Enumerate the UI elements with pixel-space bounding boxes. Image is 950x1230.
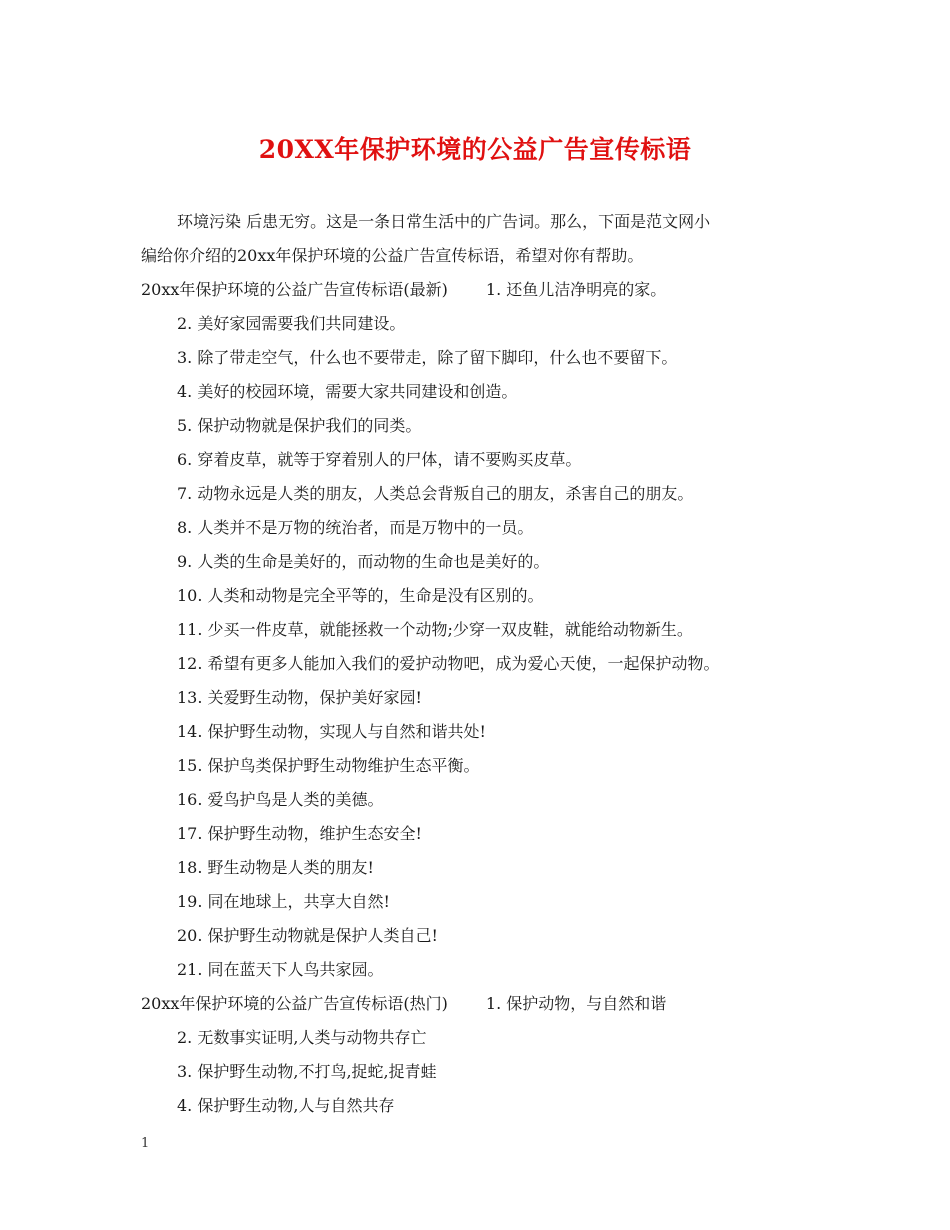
- list-item: 3. 保护野生动物,不打鸟,捉蛇,捉青蛙: [177, 1062, 437, 1081]
- list-item: 16. 爱鸟护鸟是人类的美德。: [177, 790, 384, 809]
- list-item: 4. 美好的校园环境，需要大家共同建设和创造。: [177, 382, 518, 401]
- page-number: 1: [141, 1136, 150, 1151]
- list-item: 14. 保护野生动物，实现人与自然和谐共处!: [177, 722, 486, 741]
- section-heading-latest: [141, 273, 821, 307]
- list-item: 1. 保护动物，与自然和谐: [485, 994, 667, 1013]
- list-item: 12. 希望有更多人能加入我们的爱护动物吧，成为爱心天使，一起保护动物。: [177, 654, 720, 673]
- section-heading-hot: [141, 987, 821, 1021]
- list-item: 7. 动物永远是人类的朋友，人类总会背叛自己的朋友，杀害自己的朋友。: [177, 484, 694, 503]
- list-item: 6. 穿着皮草，就等于穿着别人的尸体，请不要购买皮草。: [177, 450, 582, 469]
- list-item: 15. 保护鸟类保护野生动物维护生态平衡。: [177, 756, 480, 775]
- list-item: 11. 少买一件皮草，就能拯救一个动物;少穿一双皮鞋，就能给动物新生。: [177, 620, 693, 639]
- list-item: 18. 野生动物是人类的朋友!: [177, 858, 374, 877]
- list-item: 2. 无数事实证明,人类与动物共存亡: [177, 1028, 427, 1047]
- list-item: 3. 除了带走空气，什么也不要带走，除了留下脚印，什么也不要留下。: [177, 348, 678, 367]
- list-item: 9. 人类的生命是美好的，而动物的生命也是美好的。: [177, 552, 550, 571]
- list-item: 8. 人类并不是万物的统治者，而是万物中的一员。: [177, 518, 534, 537]
- list-item: 13. 关爱野生动物，保护美好家园!: [177, 688, 422, 707]
- list-item: 21. 同在蓝天下人鸟共家园。: [177, 960, 384, 979]
- list-item: 2. 美好家园需要我们共同建设。: [177, 314, 406, 333]
- intro-line-2: 编给你介绍的20xx年保护环境的公益广告宣传标语，希望对你有帮助。: [141, 246, 644, 265]
- intro-paragraph: [141, 205, 821, 273]
- list-item: 17. 保护野生动物，维护生态安全!: [177, 824, 422, 843]
- list-item: 19. 同在地球上，共享大自然!: [177, 892, 390, 911]
- list-item: 5. 保护动物就是保护我们的同类。: [177, 416, 422, 435]
- slogan-list-hot: [141, 1021, 821, 1123]
- list-item: 20. 保护野生动物就是保护人类自己!: [177, 926, 438, 945]
- slogan-list-latest: [141, 307, 821, 987]
- list-item: 1. 还鱼儿洁净明亮的家。: [485, 280, 667, 299]
- intro-line-1: 环境污染 后患无穷。这是一条日常生活中的广告词。那么，下面是范文网小: [177, 212, 711, 231]
- list-item: 4. 保护野生动物,人与自然共存: [177, 1096, 395, 1115]
- section-heading-text: 20xx年保护环境的公益广告宣传标语(最新): [141, 280, 448, 299]
- document-body: [141, 205, 821, 1123]
- document-title: 20XX年保护环境的公益广告宣传标语: [258, 135, 692, 164]
- section-heading-text: 20xx年保护环境的公益广告宣传标语(热门): [141, 994, 448, 1013]
- list-item: 10. 人类和动物是完全平等的，生命是没有区别的。: [177, 586, 544, 605]
